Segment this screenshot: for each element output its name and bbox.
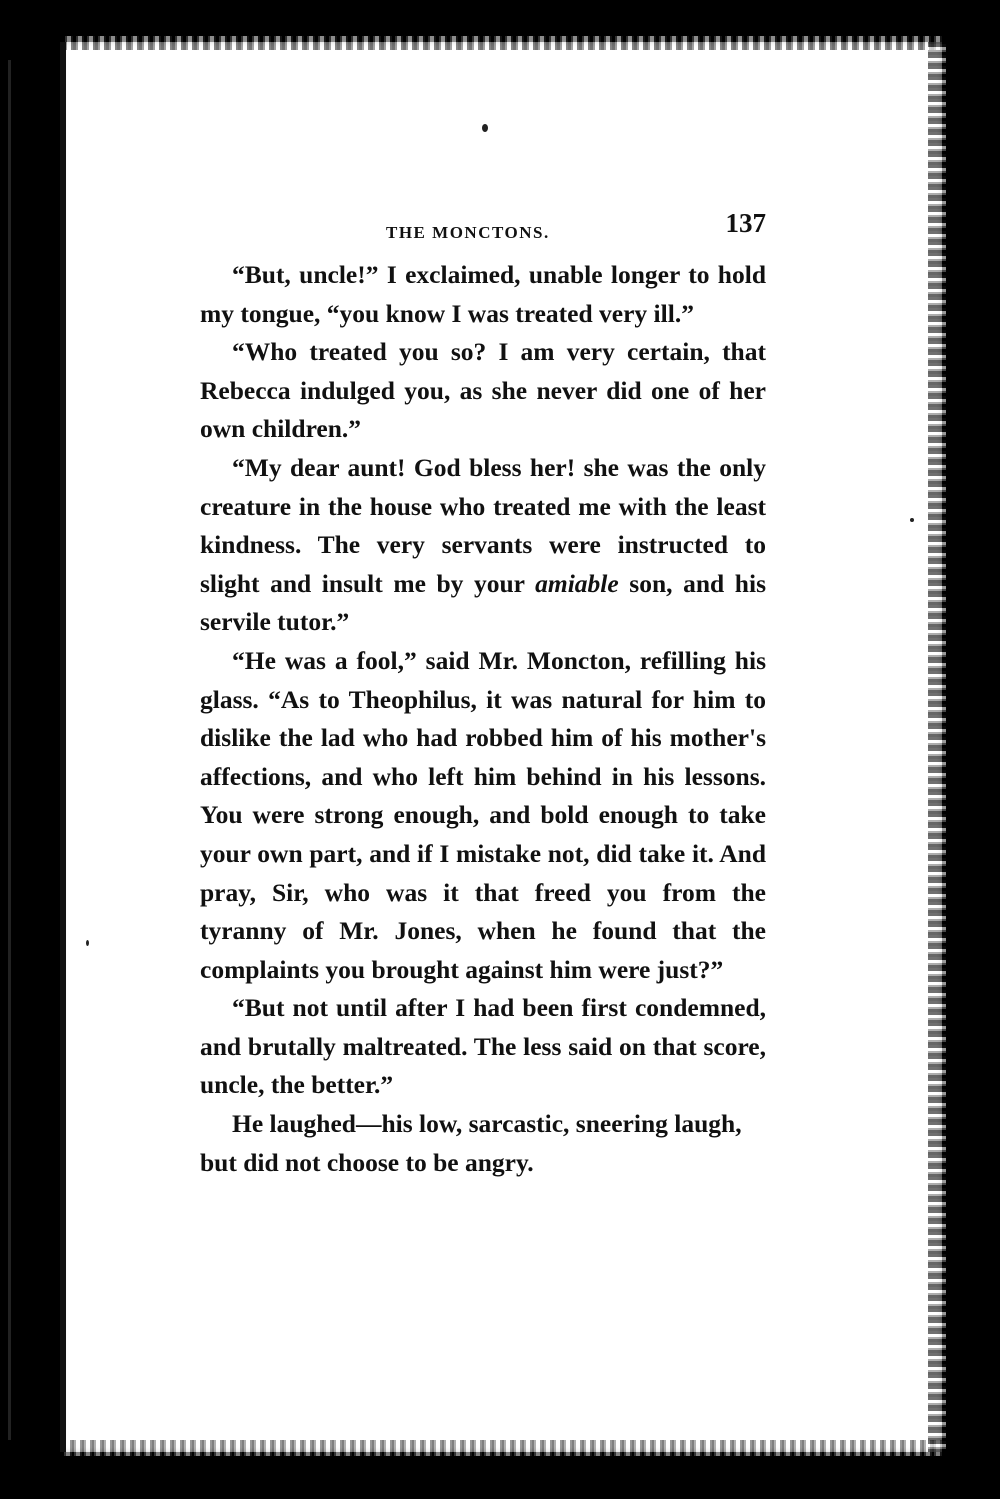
paragraph [200,642,766,989]
text-block [200,200,766,1182]
speck-mark [482,124,488,132]
binding-shadow [8,60,11,1440]
paragraph [200,1105,766,1182]
paragraph-text: He laughed—his low, sarcastic, sneering laugh, but did not choose to be angry. [200,1109,742,1177]
paragraph-text: “Who treated you so? I am very certain, that Rebecca indulged you, as she never did one of her own children.” [200,337,766,444]
paragraph [200,333,766,449]
page-number: 137 [725,208,766,238]
speck-mark [910,518,914,522]
page-edge-top [62,36,942,50]
italic-text: amiable [535,568,619,598]
paragraph-text: “My dear aunt! God bless her! she was the only creature in the house who treated me with the least kindness. The very servants were instructed to slight and insult me by your [200,452,766,598]
paragraph-text: “But, uncle!” I exclaimed, unable longer to hold my tongue, “you know I was treated very ill.” [200,260,766,328]
page-edge-left [60,42,66,1452]
page-edge-right [928,42,946,1452]
page-header [200,200,766,256]
page-edge-bottom [62,1440,942,1456]
paragraph [200,449,766,642]
paragraph-text: “But not until after I had been first condemned, and brutally maltreated. The less said on that score, uncle, the better.” [200,993,766,1100]
paragraph-text: “He was a fool,” said Mr. Moncton, refilling his glass. “As to Theophilus, it was natural for him to dislike the lad who had robbed him of his mother's affections, and who left him behind in his lessons. You were strong enough, and bold enough to take your own part, and if I mistake not, did take it. And pray, Sir, who was it that freed you from the tyranny of Mr. Jones, when he found that the complaints you brought against him were just?” [200,645,766,984]
paragraph [200,256,766,333]
paragraph-text: son, and his servile tutor.” [200,568,766,637]
speck-mark [86,940,89,946]
paragraph [200,989,766,1105]
body-text [200,256,766,1182]
running-title: THE MONCTONS. [386,223,550,242]
